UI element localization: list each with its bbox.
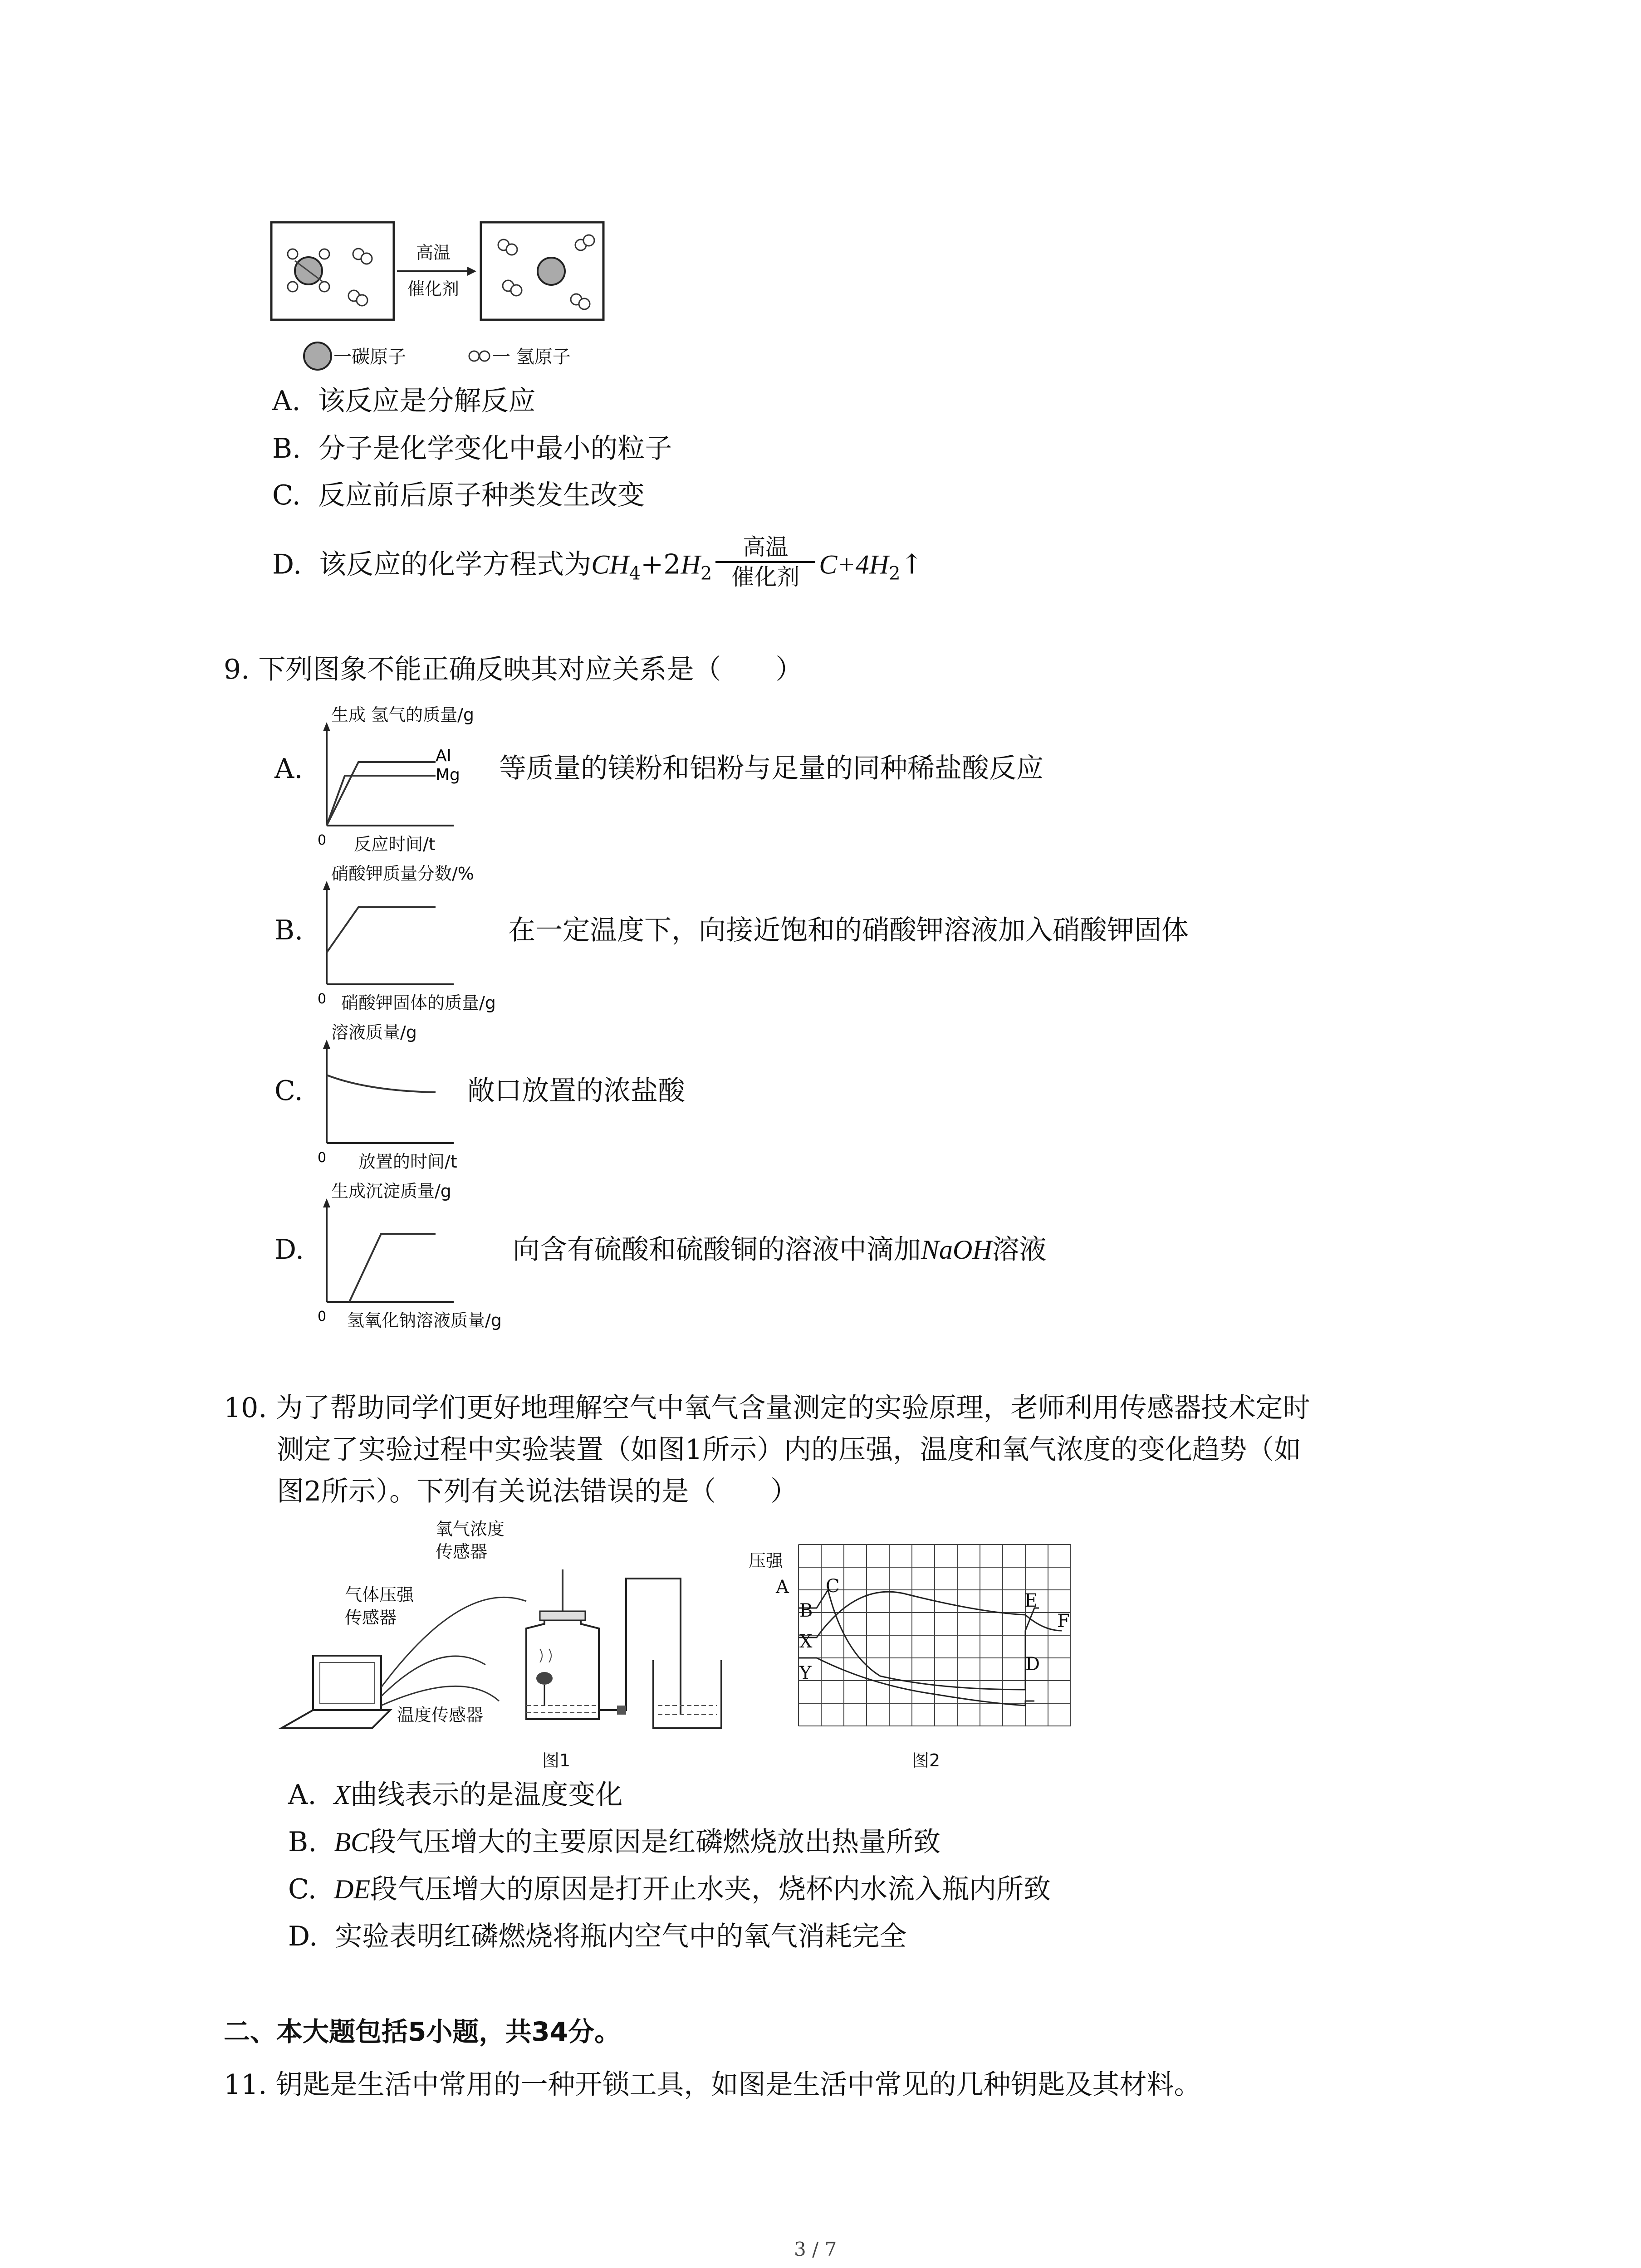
fig2-label-e: E [1024, 1590, 1038, 1611]
q8-option-a [272, 383, 536, 419]
formula-ch: CH [591, 549, 629, 580]
q9-option-b-text: 在一定温度下，向接近饱和的硝酸钾溶液加入硝酸钾固体 [508, 914, 1189, 946]
option-label: B. [288, 1826, 317, 1858]
formula-plus: +2 [641, 548, 681, 581]
fig1-pressure-sensor-1: 气体压强 [345, 1585, 414, 1605]
option-text: 向含有硫酸和硫酸铜的溶液中滴加 [513, 1234, 921, 1266]
q9-a-xlabel: 反应时间/t [354, 834, 436, 854]
q9-option-d-text [513, 1232, 1047, 1267]
line-label-mg: Mg [436, 766, 460, 784]
q9-c-ylabel: 溶液质量/g [331, 1022, 417, 1042]
q9-option-c-label: C. [274, 1075, 303, 1107]
option-text: 曲线表示的是温度变化 [350, 1779, 623, 1811]
fig2-label-d: D [1025, 1654, 1040, 1675]
formula-right: C+4H [819, 549, 889, 580]
q9-graph-b [318, 880, 490, 1007]
option-label: A. [272, 385, 301, 417]
q9-d-xlabel: 氢氧化钠溶液质量/g [347, 1310, 502, 1330]
q8-reaction-diagram [268, 218, 612, 327]
q8-option-b [272, 431, 672, 466]
option-text: 实验表明红磷燃烧将瓶内空气中的氧气消耗完全 [335, 1921, 907, 1952]
option-label: A. [288, 1779, 317, 1811]
section-heading: 二、本大题包括5小题，共34分。 [224, 2016, 621, 2047]
option-label: D. [288, 1921, 318, 1952]
q8-arrow-bottom: 催化剂 [407, 279, 460, 299]
option-label: D. [272, 548, 302, 581]
origin-label: 0 [318, 991, 327, 1007]
formula-naoh: NaOH [921, 1235, 992, 1265]
q9-b-xlabel: 硝酸钾固体的质量/g [341, 993, 496, 1013]
q9-option-c-text: 敞口放置的浓盐酸 [467, 1075, 685, 1107]
q10-stem-2: 测定了实验过程中实验装置（如图1所示）内的压强，温度和氧气浓度的变化趋势（如 [277, 1434, 1302, 1466]
formula-sub: 2 [889, 563, 901, 584]
condition-top: 高温 [743, 534, 789, 560]
reaction-condition [715, 533, 815, 591]
q9-option-a-label: A. [274, 753, 303, 785]
fig2-label-c: C [826, 1576, 840, 1597]
formula-h: H [681, 549, 700, 580]
gas-arrow: ↑ [900, 548, 923, 581]
option-letter: BC [334, 1827, 369, 1857]
fig1-pressure-sensor-2: 传感器 [345, 1608, 397, 1628]
q10-option-a [288, 1777, 622, 1813]
option-label: B. [272, 433, 301, 464]
q9-stem: 9. 下列图象不能正确反映其对应关系是（ ） [224, 654, 803, 685]
q9-option-b-label: B. [274, 914, 304, 946]
page-number: 3 / 7 [794, 2238, 837, 2260]
q9-graph-d [318, 1198, 490, 1325]
option-letter: DE [334, 1874, 370, 1904]
fig2-caption: 图2 [912, 1750, 941, 1770]
q10-stem-3: 图2所示）。下列有关说法错误的是（ ） [277, 1476, 798, 1507]
q10-option-b [288, 1824, 941, 1860]
option-text: 分子是化学变化中最小的粒子 [318, 433, 672, 464]
q9-d-ylabel: 生成沉淀质量/g [331, 1181, 451, 1201]
fig2-label-y: Y [799, 1663, 812, 1684]
option-letter: X [333, 1780, 351, 1810]
option-text: 反应前后原子种类发生改变 [318, 479, 645, 511]
q10-option-d [288, 1919, 906, 1954]
fig1-o2-sensor-1: 氧气浓度 [436, 1519, 505, 1539]
q9-graph-c [318, 1039, 490, 1166]
fig2-label-x: X [799, 1631, 813, 1652]
option-text: 该反应是分解反应 [318, 385, 536, 417]
q10-stem-1: 10. 为了帮助同学们更好地理解空气中氧气含量测定的实验原理，老师利用传感器技术定时 [224, 1392, 1310, 1424]
legend-carbon-label: 一碳原子 [333, 347, 406, 367]
line-label-al: Al [436, 747, 451, 765]
origin-label: 0 [318, 832, 327, 848]
q8-option-d [272, 534, 923, 596]
q8-legend [299, 340, 599, 372]
origin-label: 0 [318, 1150, 327, 1166]
q9-option-a-text: 等质量的镁粉和铝粉与足量的同种稀盐酸反应 [499, 753, 1043, 784]
fig1-o2-sensor-2: 传感器 [436, 1542, 488, 1562]
option-text: 段气压增大的主要原因是红磷燃烧放出热量所致 [369, 1826, 941, 1858]
fig1-caption: 图1 [542, 1750, 571, 1770]
q8-arrow-top: 高温 [416, 243, 451, 263]
fig2-ylabel: 压强 [749, 1551, 784, 1571]
option-text: 段气压增大的原因是打开止水夹，烧杯内水流入瓶内所致 [370, 1873, 1051, 1905]
formula-sub: 4 [629, 563, 641, 584]
option-label: C. [272, 479, 301, 511]
q9-graph-a [318, 721, 490, 848]
option-text-suffix: 溶液 [992, 1234, 1047, 1266]
option-label: C. [288, 1873, 317, 1905]
fig2-label-a: A [776, 1577, 789, 1598]
fig2-label-b: B [799, 1600, 813, 1621]
legend-hydrogen-label: 一 氢原子 [492, 347, 571, 367]
q9-option-d-label: D. [274, 1234, 304, 1266]
formula-sub: 2 [700, 563, 712, 584]
q8-option-c [272, 478, 645, 513]
q9-c-xlabel: 放置的时间/t [358, 1152, 457, 1172]
condition-bottom: 催化剂 [731, 564, 800, 590]
fig1-temp-sensor: 温度传感器 [397, 1705, 484, 1725]
q10-option-c [288, 1872, 1051, 1907]
q9-a-ylabel: 生成 氢气的质量/g [331, 705, 475, 725]
q11-stem: 11. 钥匙是生活中常用的一种开锁工具，如图是生活中常见的几种钥匙及其材料。 [224, 2069, 1201, 2101]
origin-label: 0 [318, 1309, 327, 1325]
q9-b-ylabel: 硝酸钾质量分数/% [331, 864, 474, 884]
option-text: 该反应的化学方程式为 [319, 548, 592, 581]
fig2-label-f: F [1057, 1611, 1070, 1632]
